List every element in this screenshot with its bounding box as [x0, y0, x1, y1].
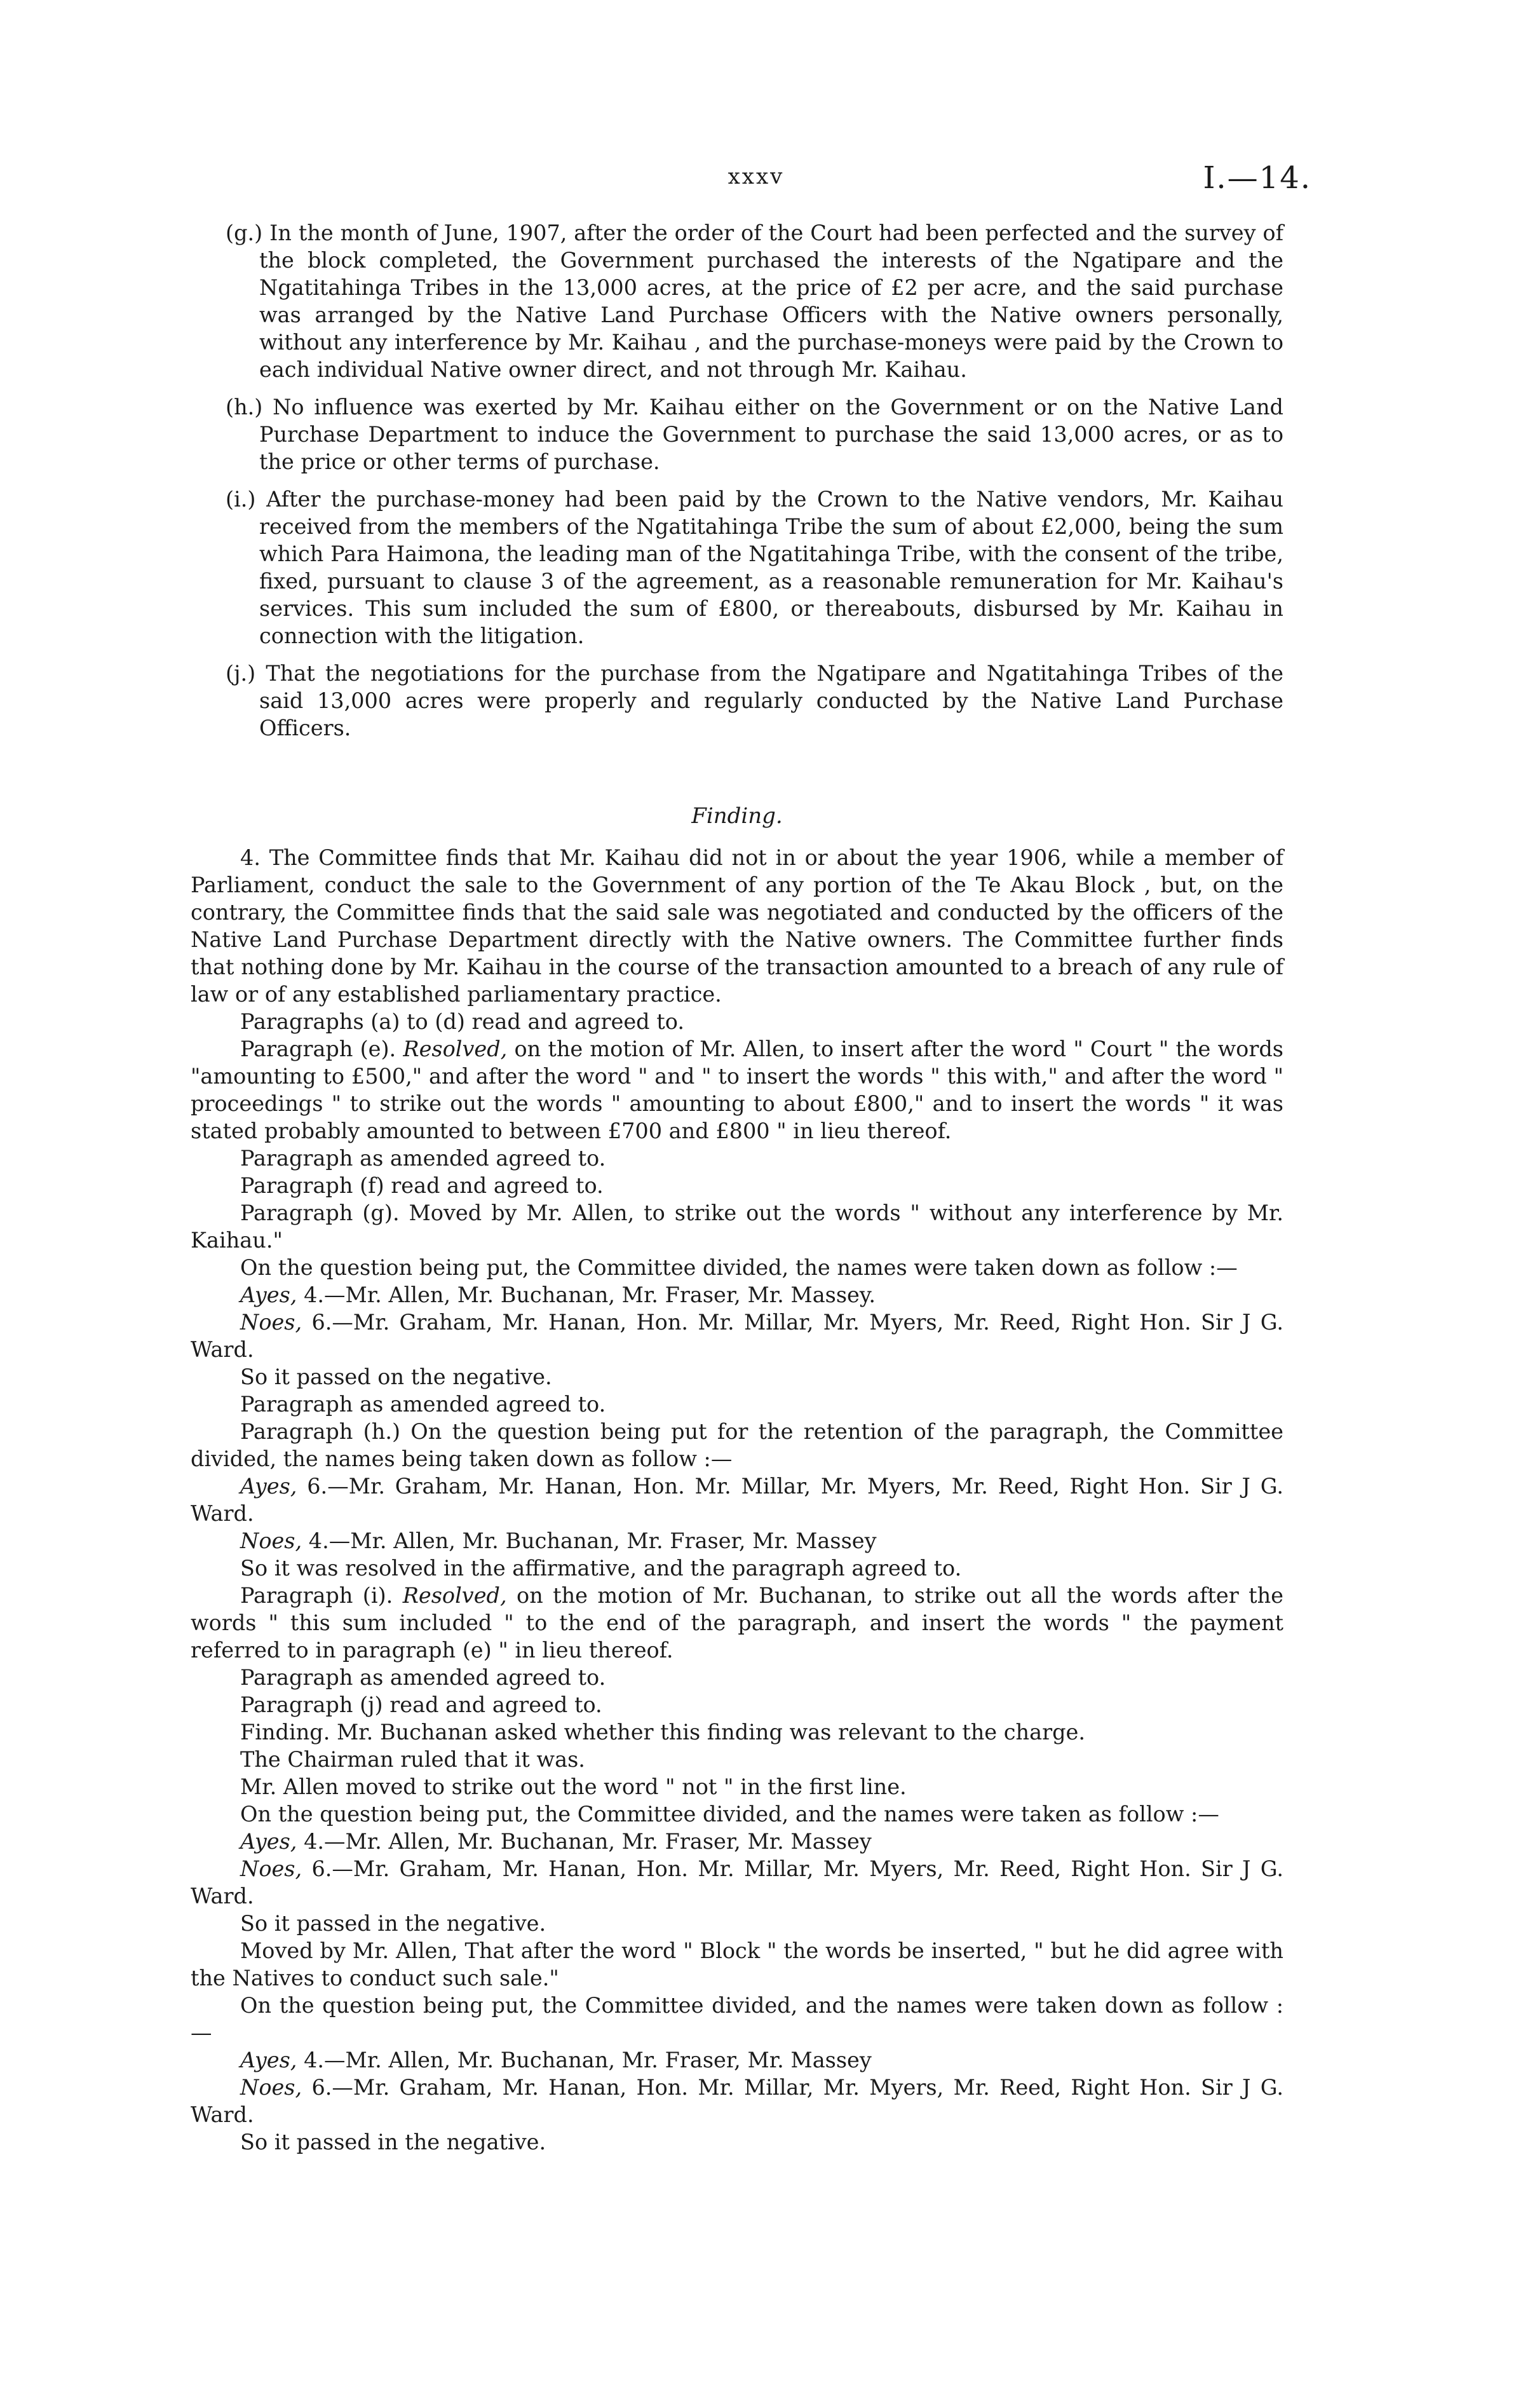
proceeding-line: Paragraph (f) read and agreed to.	[240, 1173, 604, 1198]
clause-i: (i.) After the purchase-money had been paid by the Crown to the Native vendors, Mr. Kaihau received from the members of the Ngatitahinga Tribe the sum of about £2,000, being the sum which Para Haimona, the leading man of the Ngatitahinga Tribe, with the consent of the tribe, fixed, pursuant to clause 3 of the agreement, as a reasonable remuneration for Mr. Kaihau's services. This sum included the sum of £800, or thereabouts, disbursed by Mr. Kaihau in connection with the litigation.	[226, 487, 1283, 648]
vote-ayes: Ayes, 6.—Mr. Graham, Mr. Hanan, Hon. Mr. Millar, Mr. Myers, Mr. Reed, Right Hon. Sir J G. Ward.	[191, 1474, 1283, 1526]
finding-heading: Finding.	[691, 803, 783, 829]
clause-g: (g.) In the month of June, 1907, after the order of the Court had been perfected and the survey of the block completed, the Government purchased the interests of the Ngatipare and the Ngatitahinga Tribes in the 13,000 acres, at the price of £2 per acre, and the said purchase was arranged by the Native Land Purchase Officers with the Native owners personally, without any interference by Mr. Kaihau , and the purchase-moneys were paid by the Crown to each individual Native owner direct, and not through Mr. Kaihau.	[226, 221, 1283, 382]
vote-noes: Noes, 6.—Mr. Graham, Mr. Hanan, Hon. Mr. Millar, Mr. Myers, Mr. Reed, Right Hon. Sir J G. Ward.	[191, 1310, 1283, 1362]
proceeding-line: So it was resolved in the affirmative, and the paragraph agreed to.	[240, 1556, 962, 1581]
page-body	[191, 219, 1283, 2156]
vote-ayes: Ayes, 4.—Mr. Allen, Mr. Buchanan, Mr. Fraser, Mr. Massey	[240, 2048, 872, 2072]
proceeding-line: On the question being put, the Committee divided, and the names were taken as follow :—	[240, 1802, 1219, 1826]
proceeding-line: Paragraph as amended agreed to.	[240, 1665, 606, 1690]
proceeding-line: Paragraphs (a) to (d) read and agreed to.	[240, 1009, 684, 1034]
proceeding-line: Paragraph (g). Moved by Mr. Allen, to strike out the words " without any interference by Mr. Kaihau."	[191, 1201, 1283, 1253]
proceeding-line: Paragraph as amended agreed to.	[240, 1146, 606, 1171]
vote-ayes: Ayes, 4.—Mr. Allen, Mr. Buchanan, Mr. Fraser, Mr. Massey	[240, 1829, 872, 1854]
vote-noes: Noes, 4.—Mr. Allen, Mr. Buchanan, Mr. Fraser, Mr. Massey	[240, 1528, 877, 1553]
proceeding-line: Paragraph as amended agreed to.	[240, 1392, 606, 1417]
clause-h: (h.) No influence was exerted by Mr. Kaihau either on the Government or on the Native Land Purchase Department to induce the Government to purchase the said 13,000 acres, or as to the price or other terms of purchase.	[226, 395, 1283, 474]
proceeding-line: Finding. Mr. Buchanan asked whether this finding was relevant to the charge.	[240, 1720, 1086, 1745]
proceeding-line: Paragraph (j) read and agreed to.	[240, 1692, 602, 1717]
proceeding-line: So it passed in the negative.	[240, 1911, 546, 1936]
proceeding-line: So it passed in the negative.	[240, 2130, 546, 2154]
proceeding-line: Mr. Allen moved to strike out the word " not " in the first line.	[240, 1774, 907, 1799]
proceeding-line: On the question being put, the Committee divided, and the names were taken down as follow :—	[191, 1993, 1283, 2045]
clause-j: (j.) That the negotiations for the purchase from the Ngatipare and Ngatitahinga Tribes of the said 13,000 acres were properly and regularly conducted by the Native Land Purchase Officers.	[226, 661, 1283, 740]
proceeding-line: Paragraph (i). Resolved, on the motion of Mr. Buchanan, to strike out all the words after the words " this sum included " to the end of the paragraph, and insert the words " the payment referred to in paragraph (e) " in lieu thereof.	[191, 1583, 1283, 1663]
proceeding-line: So it passed on the negative.	[240, 1364, 552, 1389]
page-number: xxxv	[728, 164, 785, 189]
proceeding-line: The Chairman ruled that it was.	[240, 1747, 585, 1772]
vote-noes: Noes, 6.—Mr. Graham, Mr. Hanan, Hon. Mr. Millar, Mr. Myers, Mr. Reed, Right Hon. Sir J G. Ward.	[191, 1856, 1283, 1908]
proceeding-line: Paragraph (h.) On the question being put for the retention of the paragraph, the Committee divided, the names being taken down as follow :—	[191, 1419, 1283, 1471]
vote-ayes: Ayes, 4.—Mr. Allen, Mr. Buchanan, Mr. Fraser, Mr. Massey.	[240, 1282, 876, 1307]
proceeding-line: Paragraph (e). Resolved, on the motion of Mr. Allen, to insert after the word " Court " the words "amounting to £500," and after the word " and " to insert the words " this with," and after the word " proceedings " to strike out the words " amounting to about £800," and to insert the words " it was stated probably amounted to between £700 and £800 " in lieu thereof.	[191, 1037, 1283, 1143]
finding-paragraph: 4. The Committee finds that Mr. Kaihau did not in or about the year 1906, while a member of Parliament, conduct the sale to the Government of any portion of the Te Akau Block , but, on the contrary, the Committee finds that the said sale was negotiated and conducted by the officers of the Native Land Purchase Department directly with the Native owners. The Committee further finds that nothing done by Mr. Kaihau in the course of the transaction amounted to a breach of any rule of law or of any established parliamentary practice.	[191, 845, 1283, 1007]
document-reference: I.—14.	[1203, 160, 1311, 196]
vote-noes: Noes, 6.—Mr. Graham, Mr. Hanan, Hon. Mr. Millar, Mr. Myers, Mr. Reed, Right Hon. Sir J G. Ward.	[191, 2075, 1283, 2127]
proceeding-line: Moved by Mr. Allen, That after the word " Block " the words be inserted, " but he did agree with the Natives to conduct such sale."	[191, 1938, 1283, 1990]
proceeding-line: On the question being put, the Committee divided, the names were taken down as follow :—	[240, 1255, 1238, 1280]
